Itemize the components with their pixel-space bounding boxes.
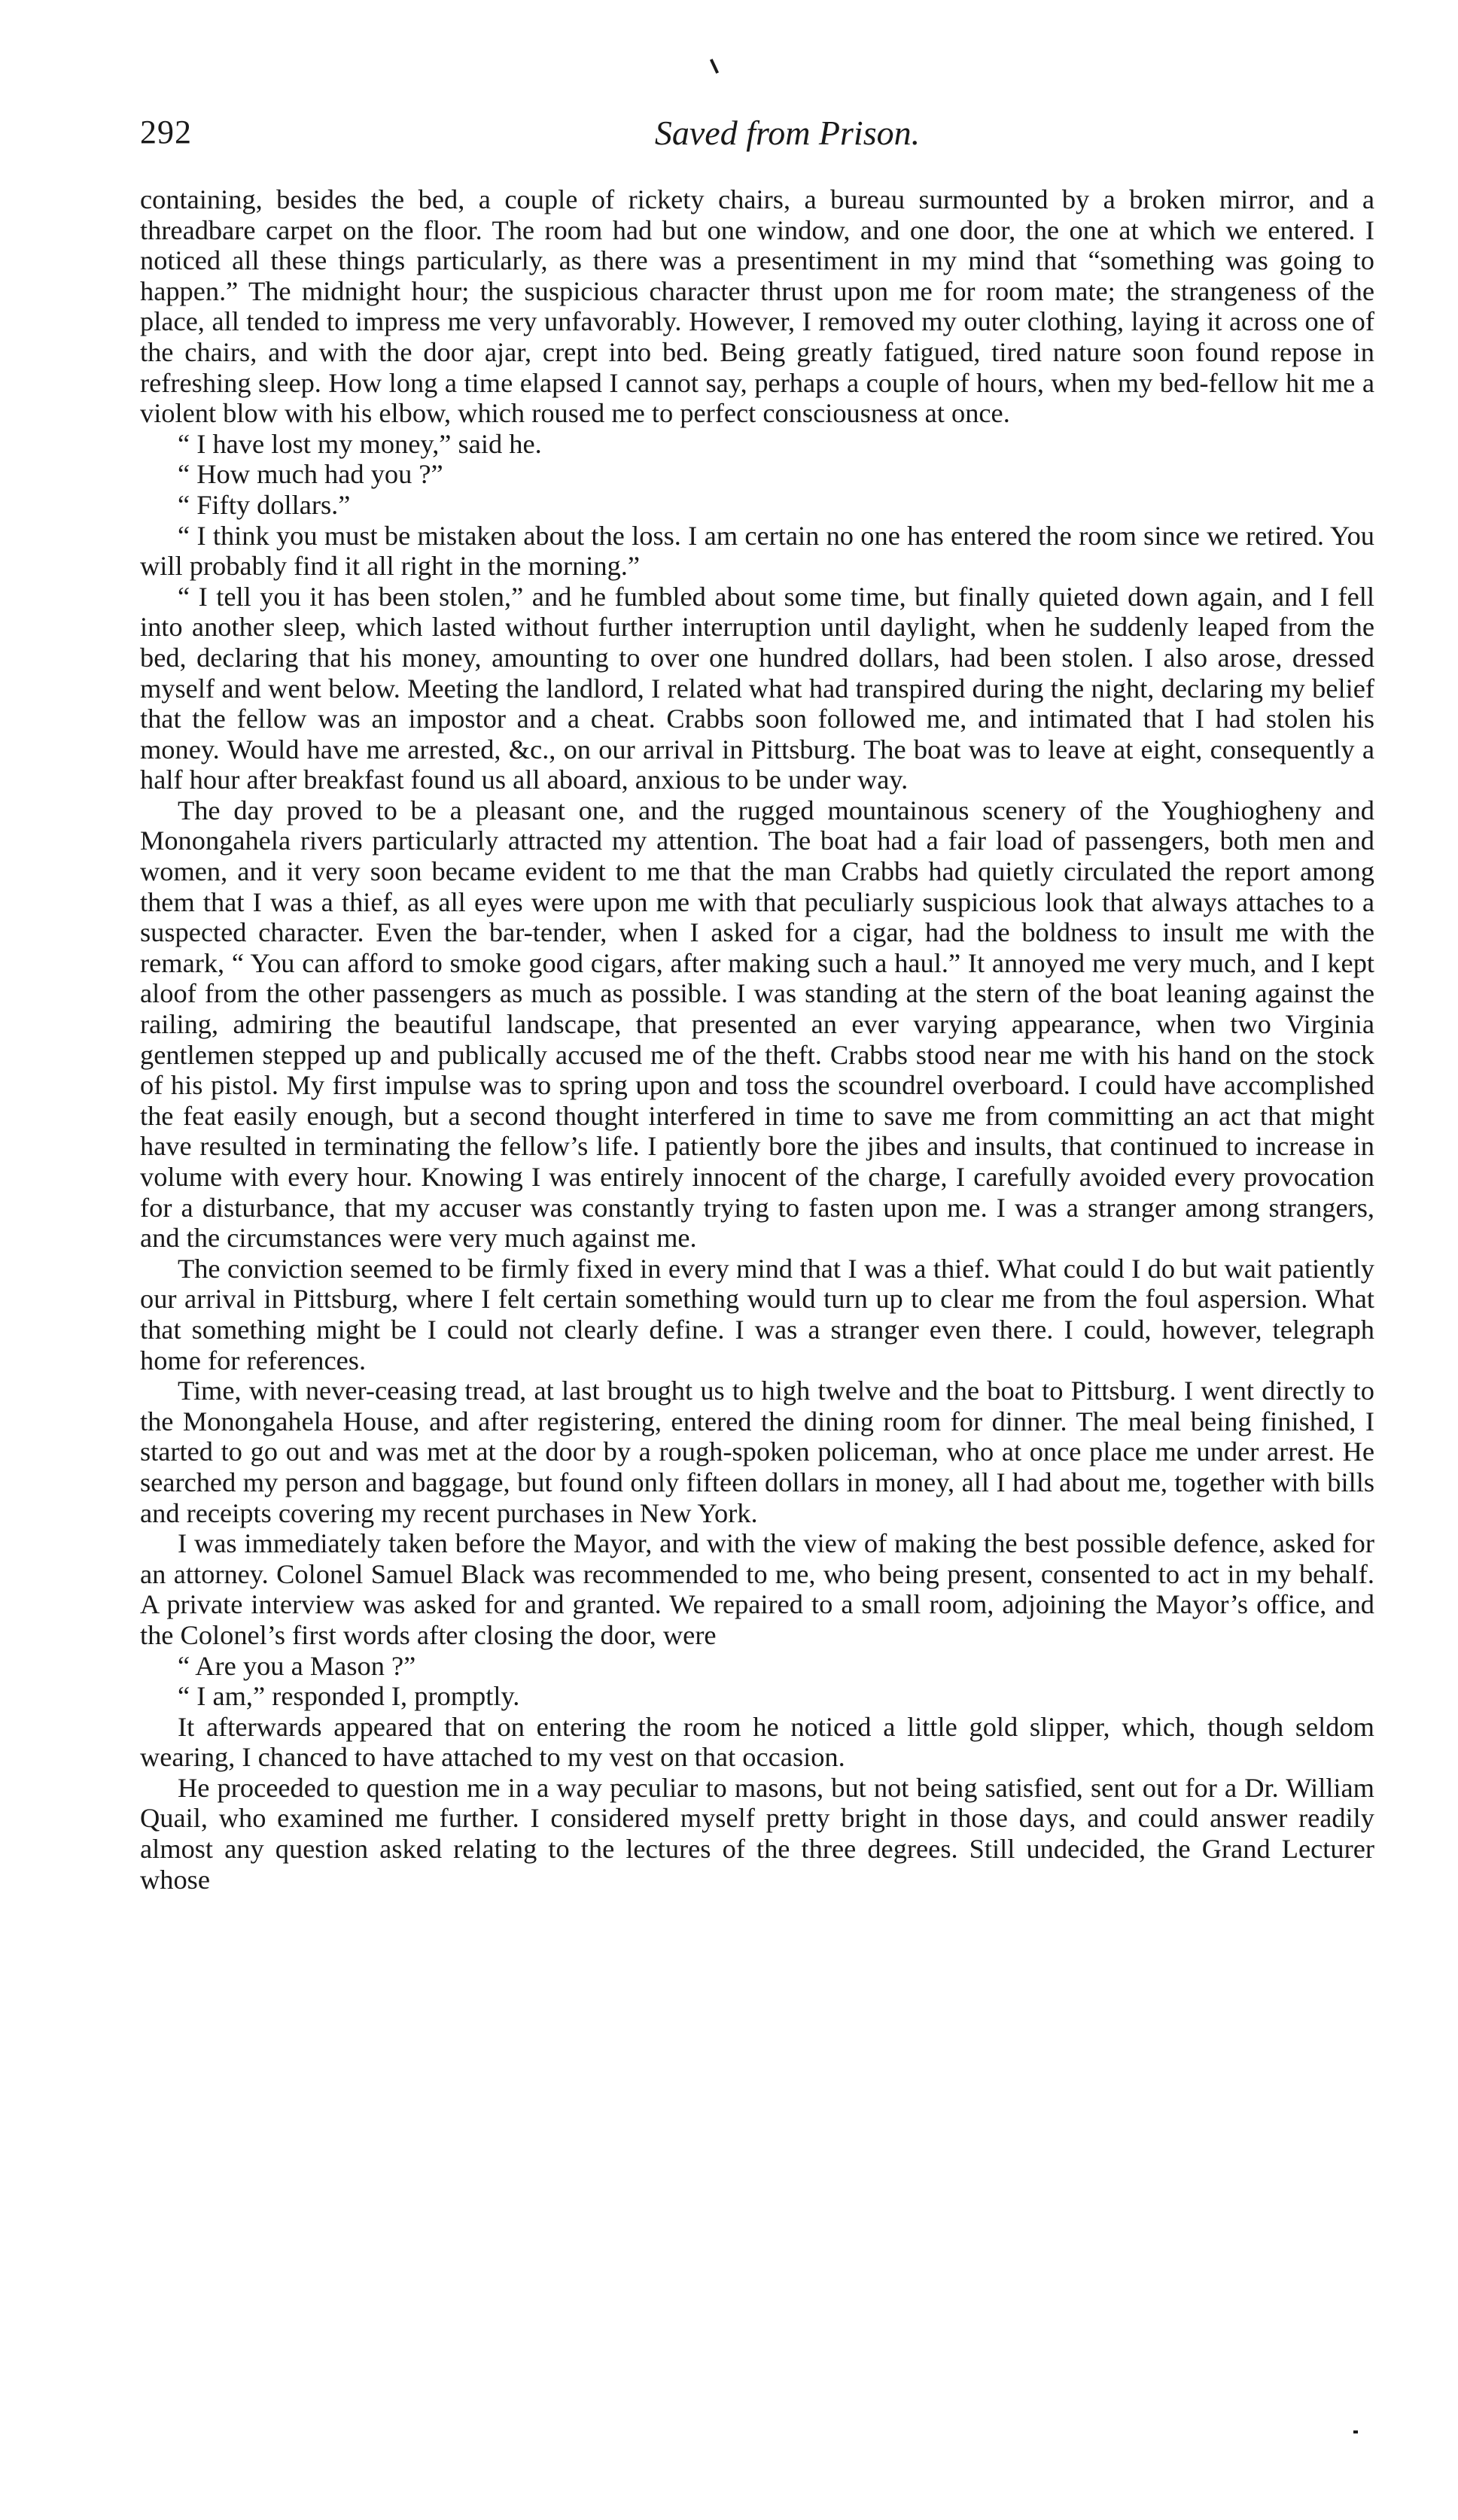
paragraph: “ I have lost my money,” said he. (178, 428, 542, 459)
paragraph: “ Are you a Mason ?” (178, 1650, 416, 1681)
paragraph: The day proved to be a pleasant one, and the rugged mountainous scenery of the Youghiogheny and Monongahela rivers particularly attracted my attention. The boat had a fair load of passengers, both men and women, and it very soon became evident to me that the man Crabbs had quietly circulated the report among them that I was a thief, as all eyes were upon me with that peculiarly suspicious look that always attaches to a suspected character. Even the bar-tender, when I asked for a cigar, had the boldness to insult me with the remark, “ You can afford to smoke good cigars, after making such a haul.” It annoyed me very much, and I kept aloof from the other passengers as much as possible. I was standing at the stern of the boat leaning against the railing, admiring the beautiful landscape, that presented an ever varying appearance, when two Virginia gentlemen stepped up and publically accused me of the theft. Crabbs stood near me with his hand on the stock of his pistol. My first impulse was to spring upon and toss the scoundrel overboard. I could have accomplished the feat easily enough, but a second thought interfered in time to save me from committing an act that might have resulted in terminating the fellow’s life. I patiently bore the jibes and insults, that continued to increase in volume with every hour. Knowing I was entirely innocent of the charge, I carefully avoided every provocation for a disturbance, that my accuser was constantly trying to fasten upon me. I was a stranger among strangers, and the circumstances were very much against me. (140, 795, 1374, 1254)
paragraph: “ How much had you ?” (178, 459, 443, 490)
body-text (140, 184, 1374, 1895)
paragraph: “ I tell you it has been stolen,” and he fumbled about some time, but finally quieted down again, and I fell into another sleep, which lasted without further interruption until daylight, when he suddenly leaped from the bed, declaring that his money, amounting to over one hundred dollars, had been stolen. I also arose, dressed myself and went below. Meeting the landlord, I related what had transpired during the night, declaring my belief that the fellow was an impostor and a cheat. Crabbs soon followed me, and intimated that I had stolen his money. Would have me arrested, &c., on our arrival in Pittsburg. The boat was to leave at eight, consequently a half hour after breakfast found us all aboard, anxious to be under way. (140, 581, 1374, 795)
ink-mark (1353, 2430, 1358, 2433)
paragraph: “ Fifty dollars.” (178, 489, 351, 520)
paragraph: containing, besides the bed, a couple of rickety chairs, a bureau surmounted by a broken mirror, and a threadbare carpet on the floor. The room had but one window, and one door, the one at which we entered. I noticed all these things particularly, as there was a presentiment in my mind that “something was going to happen.” The midnight hour; the suspicious character thrust upon me for room mate; the strangeness of the place, all tended to impress me very unfavorably. However, I removed my outer clothing, laying it across one of the chairs, and with the door ajar, crept into bed. Being greatly fatigued, tired nature soon found repose in refreshing sleep. How long a time elapsed I cannot say, perhaps a couple of hours, when my bed-fellow hit me a violent blow with his elbow, which roused me to perfect consciousness at once. (140, 184, 1374, 429)
page-number: 292 (140, 114, 192, 150)
running-title: Saved from Prison. (654, 114, 921, 152)
paragraph: “ I am,” responded I, promptly. (178, 1681, 520, 1712)
paragraph: The conviction seemed to be firmly fixed in every mind that I was a thief. What could I do but wait patiently our arrival in Pittsburg, where I felt certain something would turn up to clear me from the foul aspersion. What that something might be I could not clearly define. I was a stranger even there. I could, however, telegraph home for references. (140, 1253, 1374, 1376)
paragraph: He proceeded to question me in a way peculiar to masons, but not being satisfied, sent out for a Dr. William Quail, who examined me further. I considered myself pretty bright in those days, and could answer readily almost any question asked relating to the lectures of the three degrees. Still undecided, the Grand Lecturer whose (140, 1772, 1374, 1895)
paragraph: I was immediately taken before the Mayor, and with the view of making the best possible defence, asked for an attorney. Colonel Samuel Black was recommended to me, who being present, consented to act in my behalf. A private interview was asked for and granted. We repaired to a small room, adjoining the Mayor’s office, and the Colonel’s first words after closing the door, were (140, 1528, 1374, 1650)
paragraph: It afterwards appeared that on entering the room he noticed a little gold slipper, which, though seldom wearing, I chanced to have attached to my vest on that occasion. (140, 1711, 1374, 1773)
paragraph: Time, with never-ceasing tread, at last brought us to high twelve and the boat to Pittsburg. I went directly to the Monongahela House, and after registering, entered the dining room for dinner. The meal being finished, I started to go out and was met at the door by a rough-spoken policeman, who at once place me under arrest. He searched my person and baggage, but found only fifteen dollars in money, all I had about me, together with bills and receipts covering my recent purchases in New York. (140, 1376, 1374, 1528)
page-header (140, 113, 1374, 158)
paragraph: “ I think you must be mistaken about the loss. I am certain no one has entered the room since we retired. You will probably find it all right in the morning.” (140, 520, 1374, 582)
ink-mark (710, 59, 719, 74)
